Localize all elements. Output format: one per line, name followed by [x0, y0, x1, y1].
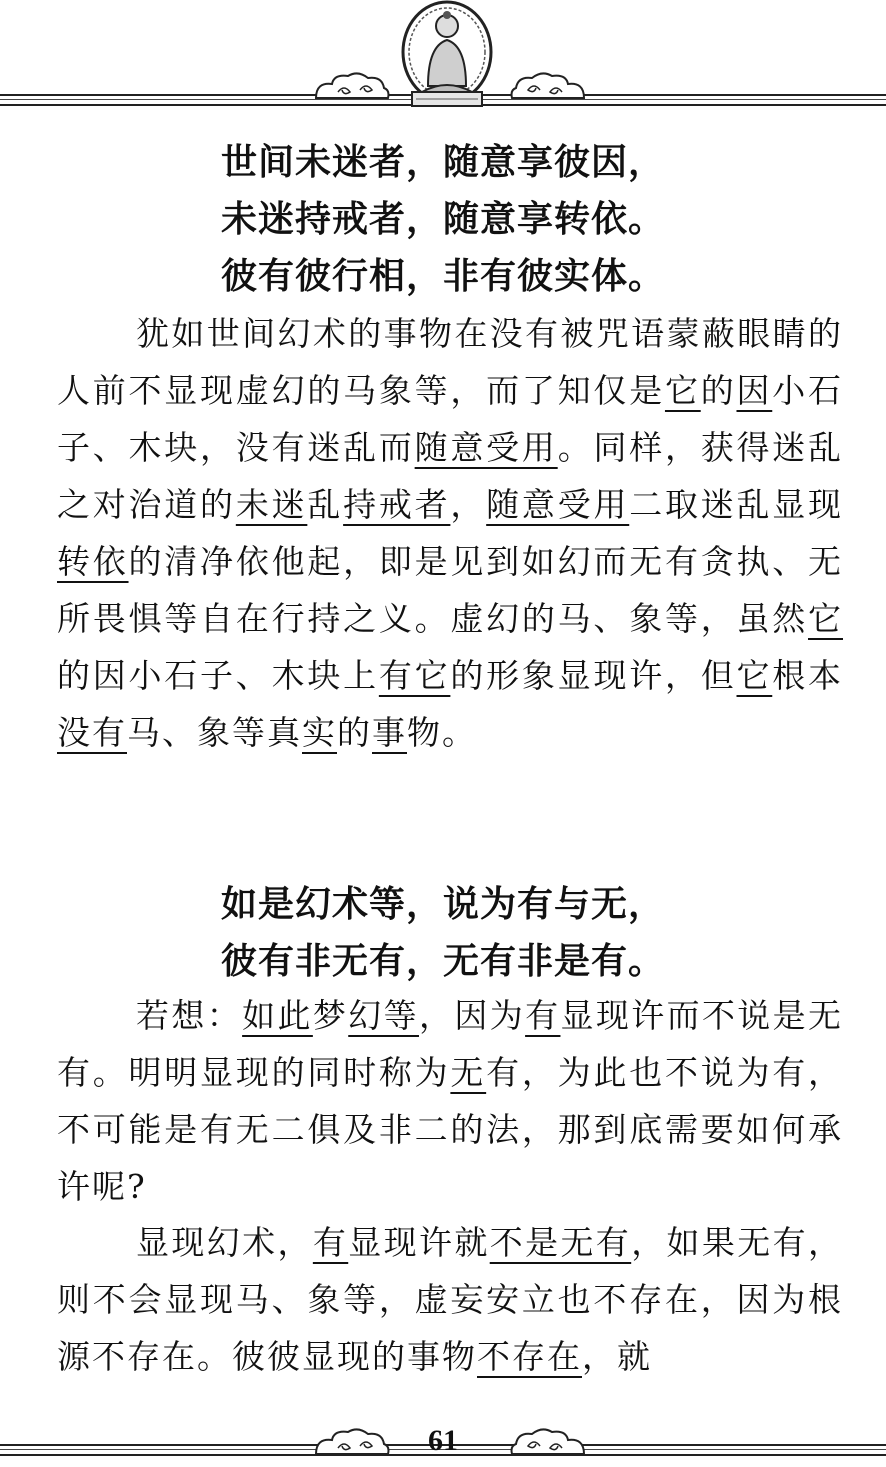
text-run: 有，为此也不说为有，不可能是有无二俱及非二的法，那到底需要如何承许呢?	[57, 1053, 844, 1206]
verse-line: 彼有彼行相，非有彼实体。	[220, 256, 665, 297]
text-run: ，因为	[418, 996, 526, 1035]
text-run: 小石子、木块，没有迷乱而	[57, 371, 844, 467]
page-header-ornament	[0, 0, 886, 115]
text-run: 根本	[772, 656, 844, 695]
cloud-scroll-left-icon	[312, 70, 392, 102]
commentary-paragraph-1	[57, 305, 843, 761]
text-run: 的清净依他起，即是见到如幻而无有贪执、无所畏惧等自在行持之义。虚幻的马、象等，虽然	[57, 542, 844, 638]
text-run: 乱	[307, 485, 344, 524]
text-run: 的	[700, 371, 737, 410]
underlined-term: 没有	[57, 713, 127, 752]
text-run: 显现许而不说是无有。明明显现的同时称为	[57, 996, 844, 1092]
buddha-medallion-icon	[398, 0, 496, 112]
underlined-term: 无	[450, 1053, 487, 1092]
underlined-term: 实	[302, 713, 337, 752]
verse-line: 未迷持戒者，随意享转依。	[220, 199, 665, 240]
commentary-paragraph-3	[57, 1214, 843, 1385]
underlined-term: 它	[664, 371, 701, 410]
text-run: 显现许就	[348, 1223, 490, 1262]
underlined-term: 有	[525, 996, 561, 1035]
text-run: ，如果无有，则不会显现马、象等，虚妄安立也不存在，因为根源不存在。彼彼显现的事物	[57, 1223, 844, 1376]
underlined-term: 未迷	[235, 485, 308, 524]
text-run: ，就	[582, 1337, 652, 1376]
verse-stanza-2	[0, 876, 886, 990]
underlined-term: 随意受用	[414, 428, 558, 467]
underlined-term: 幻等	[348, 996, 419, 1035]
text-run: 梦	[312, 996, 349, 1035]
text-run: 若想：	[136, 996, 243, 1035]
underlined-term: 它	[736, 656, 773, 695]
underlined-term: 随意受用	[486, 485, 630, 524]
page-number: 61	[428, 1424, 458, 1457]
underlined-term: 不存在	[477, 1337, 582, 1376]
underlined-term: 有	[312, 1223, 349, 1262]
commentary-paragraph-2	[57, 987, 843, 1215]
text-run: 。同样，获得迷乱之对治道的	[57, 428, 844, 524]
text-run: 犹如世间幻术的事物在没有被咒语蒙蔽眼睛的人前不显现虚幻的马象等，而了知仅是	[57, 314, 843, 410]
underlined-term: 持戒者	[343, 485, 451, 524]
text-run: ，	[450, 485, 487, 524]
text-run: 的形象显现许，但	[450, 656, 737, 695]
underlined-term: 不是无有	[489, 1223, 632, 1262]
text-run: 的	[337, 713, 372, 752]
verse-line: 彼有非无有，无有非是有。	[220, 941, 665, 982]
text-run: 的因小石子、木块上	[57, 656, 379, 695]
underlined-term: 事	[372, 713, 407, 752]
verse-line: 如是幻术等，说为有与无，	[220, 884, 665, 925]
underlined-term: 它	[808, 599, 843, 638]
verse-stanza-1	[0, 134, 886, 305]
underlined-term: 因	[736, 371, 773, 410]
text-run: 物。	[407, 713, 477, 752]
text-run: 二取迷乱显现	[629, 485, 844, 524]
text-run: 马、象等真	[127, 713, 302, 752]
cloud-scroll-right-icon	[508, 70, 588, 102]
underlined-term: 转依	[57, 542, 129, 581]
text-run: 显现幻术，	[136, 1223, 313, 1262]
underlined-term: 如此	[242, 996, 313, 1035]
verse-line: 世间未迷者，随意享彼因，	[220, 142, 665, 183]
underlined-term: 有它	[378, 656, 451, 695]
